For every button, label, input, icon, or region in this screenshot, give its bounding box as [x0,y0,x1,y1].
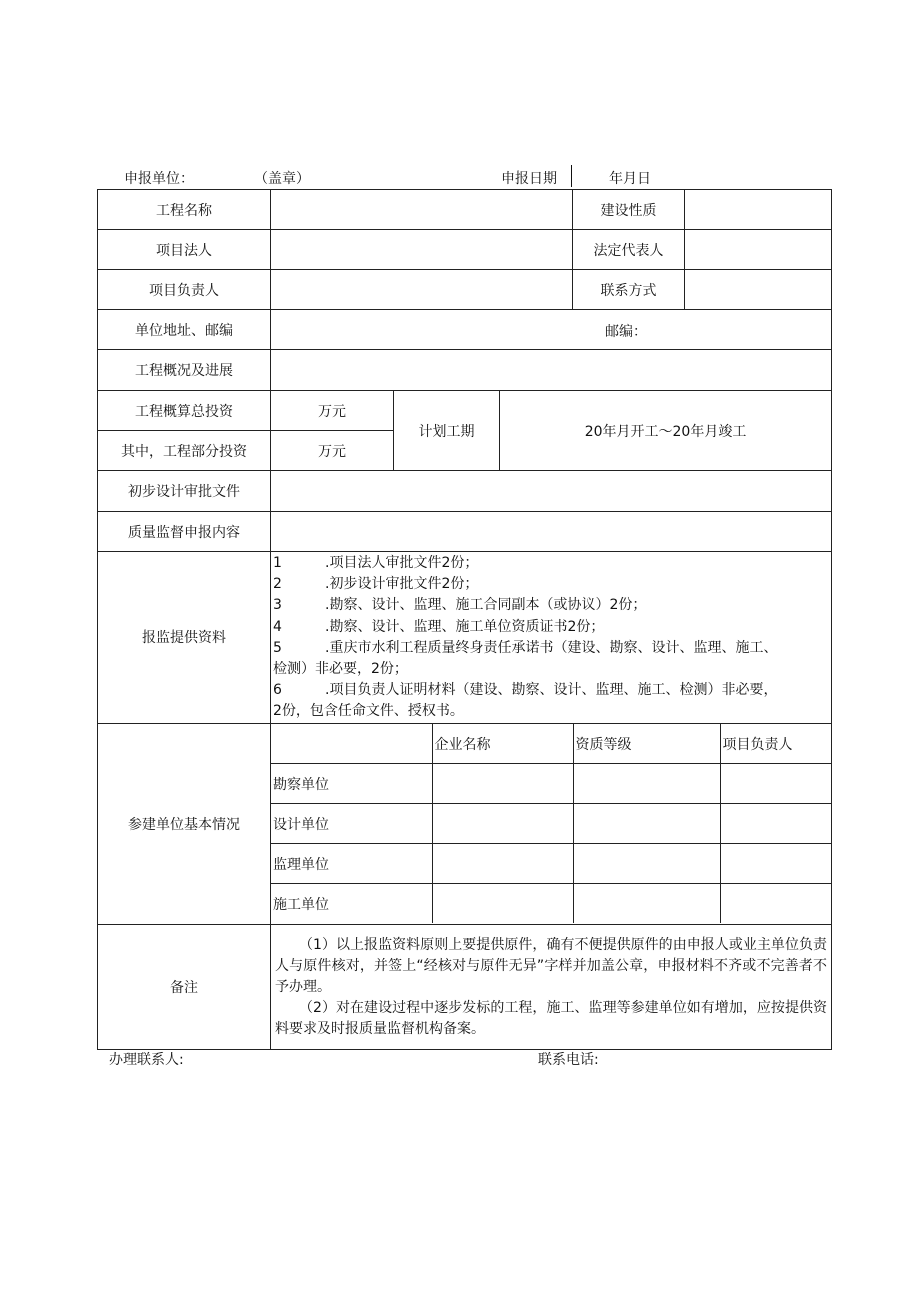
row-participants [98,723,832,924]
construction-company-field[interactable] [432,884,573,924]
materials-label: 报监提供资料 [98,552,271,724]
row-address [98,310,832,350]
material-item: 6 .项目负责人证明材料（建设、勘察、设计、监理、施工、检测）非必要， [273,682,778,699]
participants-label: 参建单位基本情况 [98,723,271,924]
remarks-content [271,924,832,1049]
table-row [271,804,832,844]
seal-label: （盖章） [254,171,310,187]
date-label: 申报日期 [501,171,557,187]
application-form-table [97,189,832,1050]
project-part-unit[interactable]: 万元 [271,431,394,471]
project-overview-field[interactable] [271,350,832,391]
project-name-field[interactable] [271,190,573,230]
preliminary-design-label: 初步设计审批文件 [98,471,271,512]
unit-design-label: 设计单位 [271,804,432,844]
remark-paragraph-2: （2）对在建设过程中逐步发标的工程，施工、监理等参建单位如有增加，应按提供资料要求及时报质量监督机构备案。 [275,1000,828,1038]
project-legal-person-field[interactable] [271,230,573,270]
project-leader-label: 项目负责人 [98,270,271,310]
participants-table [271,724,832,923]
project-legal-person-label: 项目法人 [98,230,271,270]
row-overview [98,350,832,391]
date-value: 年月日 [609,171,651,187]
project-overview-label: 工程概况及进展 [98,350,271,391]
participants-header-row [271,724,832,764]
design-leader-field[interactable] [720,804,832,844]
row-legal-person [98,230,832,270]
row-project-name [98,190,832,230]
remark-paragraph-1: （1）以上报监资料原则上要提供原件，确有不便提供原件的由申报人或业主单位负责人与原件核对，并签上“经核对与原件无异”字样并加盖公章，申报材料不齐或不完善者不予办理。 [275,937,828,996]
applicant-label: 申报单位： [124,171,194,187]
total-budget-label: 工程概算总投资 [98,391,271,431]
quality-supervision-field[interactable] [271,512,832,552]
preliminary-design-field[interactable] [271,471,832,512]
participants-header-qualification: 资质等级 [573,724,720,764]
participants-header-company: 企业名称 [432,724,573,764]
unit-survey-label: 勘察单位 [271,764,432,804]
material-item: 3 .勘察、设计、监理、施工合同副本（或协议）2份； [273,597,647,614]
header-divider [571,165,572,187]
material-item: 5 .重庆市水利工程质量终身责任承诺书（建设、勘察、设计、监理、施工、 [273,639,778,656]
total-budget-unit[interactable]: 万元 [271,391,394,431]
material-item: 4 .勘察、设计、监理、施工单位资质证书2份； [273,618,605,635]
material-item-continued: 检测）非必要，2份； [273,661,408,678]
supervision-leader-field[interactable] [720,844,832,884]
unit-address-label: 单位地址、邮编 [98,310,271,350]
design-qualification-field[interactable] [573,804,720,844]
supervision-qualification-field[interactable] [573,844,720,884]
remarks-label: 备注 [98,924,271,1049]
row-total-budget [98,391,832,431]
contact-method-label: 联系方式 [573,270,685,310]
table-row [271,844,832,884]
table-row [271,764,832,804]
handler-label: 办理联系人: [109,1052,184,1068]
row-materials [98,552,832,724]
table-row [271,884,832,924]
row-project-leader [98,270,832,310]
survey-leader-field[interactable] [720,764,832,804]
unit-construction-label: 施工单位 [271,884,432,924]
construction-nature-field[interactable] [685,190,832,230]
material-item: 2 .初步设计审批文件2份； [273,576,479,593]
materials-list [271,552,832,724]
project-leader-field[interactable] [271,270,573,310]
participants-cell [271,723,832,924]
row-remarks [98,924,832,1049]
legal-representative-field[interactable] [685,230,832,270]
supervision-company-field[interactable] [432,844,573,884]
phone-label: 联系电话: [538,1052,599,1068]
zip-code-label: 邮编： [605,324,647,340]
survey-qualification-field[interactable] [573,764,720,804]
contact-method-field[interactable] [685,270,832,310]
planned-period-label: 计划工期 [394,391,500,471]
legal-representative-label: 法定代表人 [573,230,685,270]
unit-supervision-label: 监理单位 [271,844,432,884]
survey-company-field[interactable] [432,764,573,804]
planned-period-value[interactable]: 20年月开工～20年月竣工 [500,391,832,471]
material-item-continued: 2份，包含任命文件、授权书。 [273,703,464,720]
unit-address-field[interactable] [271,310,832,350]
construction-leader-field[interactable] [720,884,832,924]
participants-header-blank [271,724,432,764]
row-preliminary-design [98,471,832,512]
construction-nature-label: 建设性质 [573,190,685,230]
participants-header-leader: 项目负责人 [720,724,832,764]
material-item: 1 .项目法人审批文件2份； [273,555,479,571]
design-company-field[interactable] [432,804,573,844]
project-part-investment-label: 其中，工程部分投资 [98,431,271,471]
construction-qualification-field[interactable] [573,884,720,924]
project-name-label: 工程名称 [98,190,271,230]
row-quality-content [98,512,832,552]
quality-supervision-label: 质量监督申报内容 [98,512,271,552]
